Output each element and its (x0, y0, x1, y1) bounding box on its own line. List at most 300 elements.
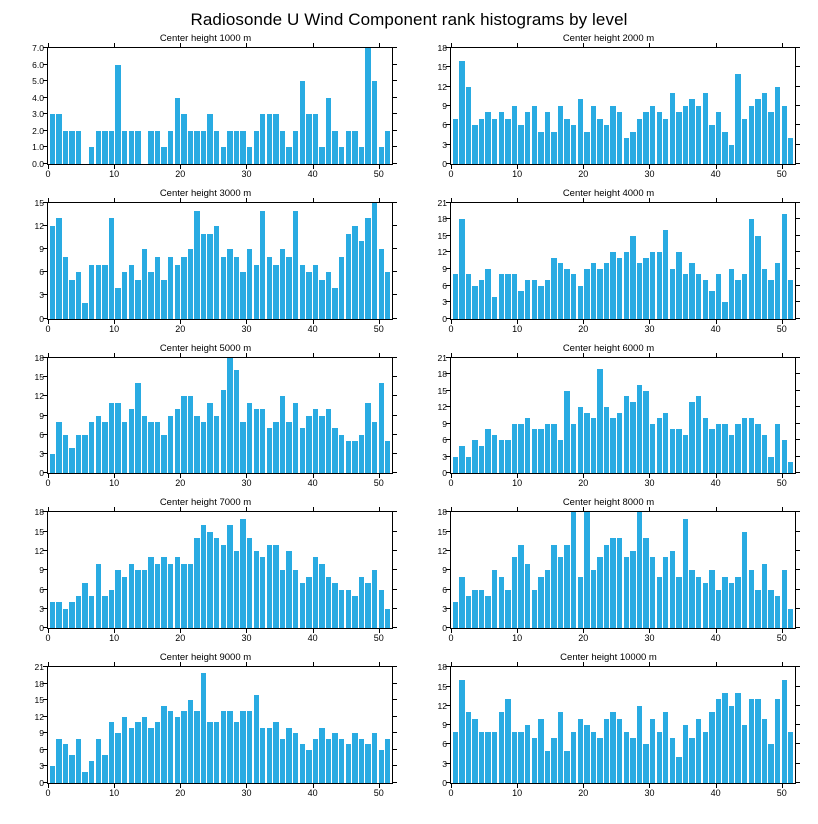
bar (571, 512, 576, 628)
bar (50, 602, 55, 628)
bar (254, 265, 259, 319)
bar (175, 265, 180, 319)
bar (545, 280, 550, 319)
y-tick-label: 12 (34, 546, 44, 556)
bar (234, 257, 239, 319)
bar (201, 673, 206, 783)
bar (188, 396, 193, 473)
y-tick-label: 0 (442, 468, 447, 479)
bar (459, 577, 464, 628)
bar (472, 286, 477, 319)
y-tick-right (392, 225, 397, 226)
bar (768, 112, 773, 163)
bar (663, 119, 668, 164)
bar (385, 272, 390, 318)
bar (63, 435, 68, 474)
bar (254, 409, 259, 473)
bar (689, 263, 694, 318)
bar (703, 732, 708, 783)
bar (168, 416, 173, 474)
bar (459, 61, 464, 164)
bar (207, 234, 212, 319)
bar (558, 106, 563, 164)
bar (286, 422, 291, 473)
x-tick-label: 40 (307, 788, 318, 798)
bar (775, 263, 780, 318)
bar (551, 424, 556, 474)
x-tick-label: 50 (776, 633, 787, 644)
bar (703, 418, 708, 473)
bar (207, 114, 212, 164)
x-tick-label: 40 (710, 168, 721, 179)
bar (148, 422, 153, 473)
bar (453, 274, 458, 318)
y-tick-right (795, 268, 800, 269)
bar (564, 119, 569, 164)
bar (135, 570, 140, 628)
x-tick-label: 50 (776, 788, 787, 798)
bar (293, 570, 298, 628)
bar (538, 429, 543, 473)
bar (221, 711, 226, 783)
y-tick-label: 18 (34, 507, 44, 518)
bar (755, 424, 760, 474)
bar (188, 131, 193, 164)
y-tick-label: 6 (39, 744, 44, 755)
bar (453, 732, 458, 783)
bar (597, 119, 602, 164)
x-tick-label: 50 (373, 168, 384, 179)
bar (670, 269, 675, 319)
bar (273, 114, 278, 164)
bar (755, 236, 760, 319)
bar (617, 258, 622, 319)
y-tick-right (795, 608, 800, 609)
bar (768, 590, 773, 629)
bar (472, 440, 477, 473)
bar (267, 728, 272, 783)
bar-series (451, 667, 795, 783)
y-tick-right (392, 531, 397, 532)
bar (332, 428, 337, 473)
bar (571, 732, 576, 783)
y-tick-right (392, 699, 397, 700)
bar (735, 577, 740, 628)
bar (96, 564, 101, 628)
x-tick-label: 20 (578, 633, 589, 644)
bar (267, 545, 272, 629)
bar (788, 732, 793, 783)
y-tick-right (392, 395, 397, 396)
bar (735, 424, 740, 474)
bar (630, 402, 635, 474)
bar (306, 114, 311, 164)
bar (768, 280, 773, 319)
x-tick-label: 50 (776, 168, 787, 179)
bar (584, 132, 589, 164)
bar (630, 551, 635, 628)
x-tick-label: 10 (109, 478, 120, 489)
y-tick-right (392, 511, 397, 512)
bar (650, 719, 655, 783)
x-tick-label: 10 (512, 788, 523, 798)
bar (597, 557, 602, 628)
bar (709, 125, 714, 164)
bar (129, 564, 134, 628)
bar (479, 732, 484, 783)
bar (716, 424, 721, 474)
bar (485, 596, 490, 628)
bar (742, 274, 747, 318)
y-tick-right (795, 511, 800, 512)
bar (280, 570, 285, 628)
plot-area (4, 45, 407, 187)
y-tick-right (795, 218, 800, 219)
x-tick-label: 0 (45, 633, 51, 644)
y-tick-label: 7.0 (32, 43, 44, 53)
bar (532, 280, 537, 319)
bar (643, 744, 648, 783)
y-tick-label: 12 (437, 546, 447, 556)
bar (782, 106, 787, 164)
bar (273, 722, 278, 783)
y-tick-label: 9 (442, 263, 447, 274)
y-tick-label: 15 (437, 385, 447, 396)
x-tick-label: 0 (45, 478, 51, 489)
bar (696, 577, 701, 628)
bar (663, 230, 668, 318)
bar (703, 583, 708, 628)
bar (762, 435, 767, 474)
panel-title: Center height 6000 m (562, 342, 655, 354)
y-tick-label: 3 (442, 603, 447, 614)
bar (326, 98, 331, 164)
bar (102, 596, 107, 628)
bar (352, 441, 357, 473)
bar (591, 418, 596, 473)
page-title: Radiosonde U Wind Component rank histograms by level (190, 10, 628, 29)
x-tick-label: 40 (307, 633, 318, 644)
bar (260, 728, 265, 783)
bar (379, 147, 384, 164)
y-tick-label: 3 (39, 761, 44, 772)
bar (683, 519, 688, 628)
y-tick-right (795, 390, 800, 391)
y-tick-right (392, 130, 397, 131)
bar (155, 564, 160, 628)
bar (260, 557, 265, 628)
bar (293, 211, 298, 319)
bar (597, 269, 602, 319)
bar (453, 602, 458, 628)
y-tick-right (392, 47, 397, 48)
bar (313, 114, 318, 164)
bar (459, 446, 464, 474)
bar (788, 280, 793, 319)
bar (89, 596, 94, 628)
bar (742, 532, 747, 628)
y-tick-right (795, 251, 800, 252)
y-tick-label: 18 (437, 214, 447, 225)
bar (538, 577, 543, 628)
bar (227, 131, 232, 164)
y-tick-label: 3 (442, 451, 447, 462)
bar (637, 119, 642, 164)
y-tick-right (795, 569, 800, 570)
x-tick-label: 30 (241, 323, 252, 334)
y-tick-right (795, 105, 800, 106)
bar (56, 739, 61, 783)
bar (518, 732, 523, 783)
bar-series (48, 667, 392, 783)
bar (591, 106, 596, 164)
bar (109, 218, 114, 318)
y-tick-label: 18 (437, 507, 447, 518)
x-tick-label: 0 (448, 168, 454, 179)
bar (532, 429, 537, 473)
bar (56, 422, 61, 473)
bar (637, 512, 642, 628)
x-tick-label: 20 (578, 168, 589, 179)
bar (492, 297, 497, 319)
y-tick-label: 3 (39, 290, 44, 301)
bar (637, 706, 642, 783)
bar (749, 219, 754, 318)
x-tick-label: 50 (776, 478, 787, 489)
y-tick-right (392, 146, 397, 147)
bar (102, 131, 107, 164)
x-tick-label: 50 (776, 323, 787, 334)
bar (300, 583, 305, 628)
bar (359, 577, 364, 628)
axes-frame (437, 197, 796, 334)
bar (676, 757, 681, 783)
y-tick-right (795, 705, 800, 706)
bar (280, 249, 285, 318)
y-tick-label: 18 (437, 43, 447, 53)
bar (148, 728, 153, 783)
bar (365, 218, 370, 318)
bar (650, 252, 655, 318)
bar (782, 214, 787, 319)
bar (499, 440, 504, 473)
bar (56, 114, 61, 164)
bar (240, 422, 245, 473)
bar (532, 106, 537, 164)
bar (76, 596, 81, 628)
bar (564, 545, 569, 629)
plot-area (407, 352, 810, 497)
plot-area (407, 45, 810, 187)
panel-title: Center height 7000 m (159, 497, 252, 509)
bar (703, 93, 708, 164)
bar (102, 265, 107, 319)
bar (293, 131, 298, 164)
bar (643, 538, 648, 628)
y-tick-right (795, 66, 800, 67)
y-tick-right (795, 743, 800, 744)
y-tick-label: 12 (34, 220, 44, 231)
bar (339, 435, 344, 474)
y-tick-right (795, 472, 800, 473)
bar-series (48, 358, 392, 474)
bar (676, 112, 681, 163)
y-tick-label: 3.0 (32, 109, 44, 120)
bar (96, 131, 101, 164)
bar (729, 435, 734, 474)
x-tick-label: 0 (45, 323, 51, 334)
y-tick-label: 6 (442, 120, 447, 131)
bar (76, 435, 81, 474)
bar (115, 403, 120, 474)
y-tick-label: 0 (39, 468, 44, 479)
bar (155, 131, 160, 164)
bar (696, 274, 701, 318)
bar (214, 538, 219, 628)
bar (300, 428, 305, 473)
bar (578, 286, 583, 319)
bar (175, 557, 180, 628)
x-tick-label: 30 (241, 633, 252, 644)
chart-grid (0, 30, 818, 810)
x-tick-label: 0 (45, 788, 51, 798)
bar (624, 557, 629, 628)
y-tick-right (392, 163, 397, 164)
bar (385, 441, 390, 473)
bar (102, 755, 107, 783)
bar (56, 218, 61, 318)
bar (247, 711, 252, 783)
bar (689, 402, 694, 474)
bar (709, 712, 714, 783)
x-tick-label: 20 (175, 323, 186, 334)
bar (339, 147, 344, 164)
bar (663, 557, 668, 628)
bar (155, 722, 160, 783)
bar (749, 106, 754, 164)
plot-area (4, 664, 407, 806)
y-tick-right (392, 357, 397, 358)
bar (676, 577, 681, 628)
bar (273, 265, 278, 319)
bar (716, 112, 721, 163)
chart-panel (4, 187, 407, 342)
bar (372, 422, 377, 473)
axes-frame (34, 197, 393, 334)
y-tick-right (795, 357, 800, 358)
x-tick-label: 0 (448, 788, 454, 798)
bar (221, 390, 226, 474)
x-tick-label: 10 (512, 478, 523, 489)
bar (254, 131, 259, 164)
bar (617, 413, 622, 474)
y-tick-right (795, 666, 800, 667)
bar (214, 131, 219, 164)
bar (240, 711, 245, 783)
bar (346, 131, 351, 164)
y-tick-label: 0 (442, 778, 447, 788)
bar-series (451, 512, 795, 628)
bar (499, 712, 504, 783)
bar (326, 577, 331, 628)
bar (591, 732, 596, 783)
y-tick-right (795, 550, 800, 551)
bar (260, 114, 265, 164)
bar (782, 680, 787, 783)
y-tick-label: 9 (442, 418, 447, 429)
bar (69, 755, 74, 783)
bar (201, 131, 206, 164)
y-tick-label: 12 (437, 402, 447, 413)
y-tick-right (795, 235, 800, 236)
bar (346, 441, 351, 473)
bar (254, 551, 259, 628)
y-tick-right (795, 589, 800, 590)
bar (709, 291, 714, 319)
bar (372, 81, 377, 164)
bar (722, 577, 727, 628)
y-tick-label: 12 (437, 700, 447, 711)
bar (597, 369, 602, 474)
bar (643, 391, 648, 474)
bar (505, 590, 510, 629)
x-tick-label: 20 (175, 478, 186, 489)
plot-area (407, 664, 810, 806)
panel-title: Center height 3000 m (159, 187, 252, 199)
bar (696, 396, 701, 473)
bar (755, 99, 760, 163)
bar (466, 712, 471, 783)
y-tick-label: 0 (442, 158, 447, 169)
bar (129, 409, 134, 473)
bar (168, 564, 173, 628)
y-tick-label: 0 (442, 313, 447, 324)
panel-title: Center height 5000 m (159, 342, 252, 354)
y-tick-right (795, 763, 800, 764)
bar (300, 81, 305, 164)
y-tick-label: 6 (442, 280, 447, 291)
bar (227, 358, 232, 474)
bar (201, 234, 206, 319)
axes-frame (34, 352, 393, 489)
y-tick-label: 9 (442, 565, 447, 576)
bar (472, 590, 477, 629)
bar (293, 403, 298, 474)
y-tick-right (392, 434, 397, 435)
y-tick-label: 3 (39, 603, 44, 614)
y-tick-label: 18 (34, 352, 44, 363)
bar (683, 435, 688, 474)
bar (385, 609, 390, 628)
bar (63, 609, 68, 628)
y-tick-label: 21 (437, 352, 447, 363)
bar (181, 114, 186, 164)
bar (722, 132, 727, 164)
bar (273, 545, 278, 629)
bar (227, 249, 232, 318)
x-tick-label: 50 (373, 788, 384, 798)
y-tick-label: 15 (437, 681, 447, 692)
bar (214, 722, 219, 783)
panel-title: Center height 9000 m (159, 652, 252, 664)
x-tick-label: 10 (109, 323, 120, 334)
bar (637, 263, 642, 318)
bar (485, 112, 490, 163)
x-tick-label: 40 (710, 788, 721, 798)
bar (735, 693, 740, 783)
y-tick-right (795, 782, 800, 783)
bar (300, 265, 305, 319)
